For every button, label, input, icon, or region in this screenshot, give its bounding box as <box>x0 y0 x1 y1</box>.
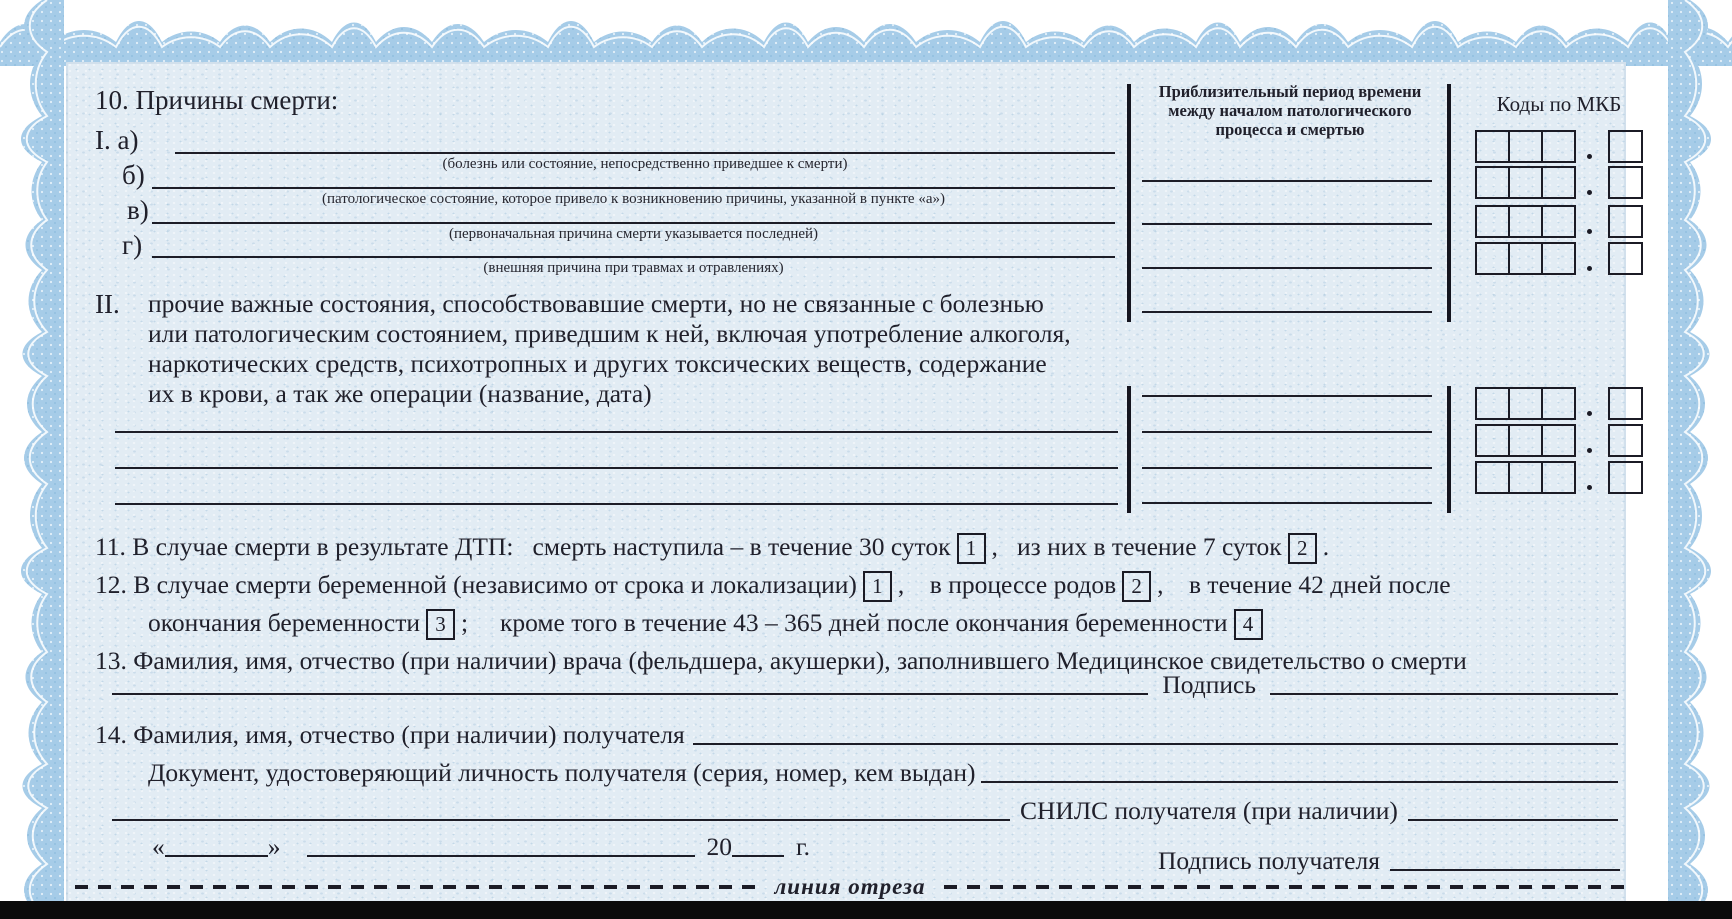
section2-blank-line-1[interactable] <box>115 431 1118 433</box>
cut-line-row <box>75 874 1625 900</box>
item12-text-4: окончания беременности <box>148 608 421 637</box>
period2-bracket-right <box>1447 386 1451 513</box>
section2-numeral: II. <box>95 289 120 319</box>
cause-a-caption: (болезнь или состояние, непосредственно приведшее к смерти) <box>442 156 848 172</box>
period-b-blank-line[interactable] <box>1142 223 1432 225</box>
decimal-dot <box>1587 229 1592 234</box>
period2-blank-line-1[interactable] <box>1142 395 1432 397</box>
cause-a-blank-line[interactable] <box>175 152 1115 154</box>
item13-text: 13. Фамилия, имя, отчество (при наличии) врача (фельдшера, акушерки), заполнившего Медицинское свидетельство о смерти <box>95 646 1467 675</box>
period-header: Приблизительный период времени между началом патологического процесса и смертью <box>1158 82 1422 140</box>
item14-text-1: 14. Фамилия, имя, отчество (при наличии) получателя <box>95 720 685 749</box>
icd-code-row <box>1475 242 1643 275</box>
cut-dash-left <box>75 885 756 889</box>
scan-edge-bar <box>0 901 1732 919</box>
item11-text-3: . <box>1322 532 1330 561</box>
doctor-name-blank-line[interactable] <box>112 693 1148 695</box>
cause-v-caption: (первоначальная причина смерти указывается последней) <box>448 226 819 242</box>
period-bracket-left <box>1127 84 1131 322</box>
pregnancy-any-term-box[interactable]: 1 <box>863 571 892 602</box>
icd-code-cell[interactable] <box>1608 205 1643 238</box>
doctor-signature-blank-line[interactable] <box>1270 693 1618 695</box>
decimal-dot <box>1587 448 1592 453</box>
within-42-days-box[interactable]: 3 <box>426 609 455 640</box>
period-bracket-right <box>1447 84 1451 322</box>
days-43-365-box[interactable]: 4 <box>1234 609 1263 640</box>
item14-row-2 <box>148 758 1618 788</box>
identity-document-blank-line[interactable] <box>981 781 1618 783</box>
item13-row-2 <box>112 670 1618 700</box>
recipient-signature-blank-line[interactable] <box>1390 869 1620 871</box>
item11-text-1: 11. В случае смерти в результате ДТП: смерть наступила – в течение 30 суток <box>95 532 951 561</box>
period-a-blank-line[interactable] <box>1142 180 1432 182</box>
snils-label: СНИЛС получателя (при наличии) <box>1020 796 1398 825</box>
section2-blank-line-2[interactable] <box>115 467 1118 469</box>
period2-blank-line-3[interactable] <box>1142 467 1432 469</box>
recipient-signature-row <box>1158 846 1620 876</box>
cut-line-label: линия отреза <box>774 874 926 899</box>
decimal-dot <box>1587 266 1592 271</box>
decimal-dot <box>1587 485 1592 490</box>
year-suffix: г. <box>796 832 810 861</box>
dtp-30-days-box[interactable]: 1 <box>957 533 986 564</box>
border-band-right <box>1668 0 1728 919</box>
cause-g-caption: (внешняя причина при травмах и отравлениях) <box>483 260 784 276</box>
icd-code-row <box>1475 461 1643 494</box>
icd-code-row <box>1475 387 1643 420</box>
year-blank-line[interactable] <box>732 855 784 857</box>
icd-code-cell[interactable] <box>1608 461 1643 494</box>
row-b-label: б) <box>122 160 145 190</box>
item11-row <box>95 532 1329 564</box>
section2-blank-line-3[interactable] <box>115 503 1118 505</box>
during-childbirth-box[interactable]: 2 <box>1122 571 1151 602</box>
item12-text-1: 12. В случае смерти беременной (независимо от срока и локализации) <box>95 570 857 599</box>
cause-g-blank-line[interactable] <box>152 256 1115 258</box>
border-band-top <box>0 4 1732 66</box>
identity-document-blank-line-2[interactable] <box>112 819 1010 821</box>
item12-row-2 <box>148 608 1269 640</box>
icd-code-cells[interactable] <box>1475 166 1576 199</box>
item12-text-3: , в течение 42 дней после <box>1157 570 1451 599</box>
row-g-label: г) <box>122 230 143 260</box>
item14-row-3 <box>112 796 1618 826</box>
item12-text-5: ; кроме того в течение 43 – 365 дней после окончания беременности <box>461 608 1228 637</box>
recipient-name-blank-line[interactable] <box>693 743 1618 745</box>
close-quote: » <box>267 832 281 861</box>
cut-dash-right <box>944 885 1625 889</box>
icd-code-row <box>1475 424 1643 457</box>
open-quote: « <box>152 832 165 861</box>
icd-code-cells[interactable] <box>1475 387 1576 420</box>
icd-code-row <box>1475 205 1643 238</box>
border-band-left <box>4 0 64 919</box>
snils-blank-line[interactable] <box>1408 819 1618 821</box>
decimal-dot <box>1587 154 1592 159</box>
day-blank-line[interactable] <box>165 855 268 857</box>
period-g-blank-line[interactable] <box>1142 311 1432 313</box>
section2-paragraph: прочие важные состояния, способствовавшие смерти, но не связанные с болезнью или патологическим состоянием, приведшим к ней, включая употребление алкоголя, наркотических средств, психотропных и других токсических веществ, содержание их в крови, а так же операции (название, дата) <box>148 289 1071 408</box>
row-v-label: в) <box>127 195 149 225</box>
icd-code-cell[interactable] <box>1608 387 1643 420</box>
icd-code-cells[interactable] <box>1475 242 1576 275</box>
icd-code-cell[interactable] <box>1608 424 1643 457</box>
item14-row-1 <box>95 720 1618 750</box>
decimal-dot <box>1587 190 1592 195</box>
icd-header: Коды по МКБ <box>1496 92 1622 116</box>
row-a-label: I. а) <box>95 125 139 155</box>
period2-bracket-left <box>1127 386 1131 513</box>
month-blank-line[interactable] <box>307 855 695 857</box>
recipient-signature-label: Подпись получателя <box>1158 846 1380 875</box>
year-prefix: 20 <box>706 832 732 861</box>
period-v-blank-line[interactable] <box>1142 267 1432 269</box>
cause-b-caption: (патологическое состояние, которое привело к возникновению причины, указанной в пункте «а») <box>322 191 945 207</box>
icd-code-cells[interactable] <box>1475 130 1576 163</box>
icd-code-cells[interactable] <box>1475 461 1576 494</box>
section10-title: 10. Причины смерти: <box>95 85 339 115</box>
period2-blank-line-4[interactable] <box>1142 502 1432 504</box>
cause-b-blank-line[interactable] <box>152 187 1115 189</box>
signature-label: Подпись <box>1162 670 1256 699</box>
icd-code-cells[interactable] <box>1475 424 1576 457</box>
icd-code-cell[interactable] <box>1608 166 1643 199</box>
cause-v-blank-line[interactable] <box>152 222 1115 224</box>
item11-text-2: , из них в течение 7 суток <box>991 532 1282 561</box>
icd-code-row <box>1475 130 1643 163</box>
dtp-7-days-box[interactable]: 2 <box>1288 533 1317 564</box>
item12-row-1 <box>95 570 1451 602</box>
icd-code-cells[interactable] <box>1475 205 1576 238</box>
item12-text-2: , в процессе родов <box>897 570 1117 599</box>
icd-code-row <box>1475 166 1643 199</box>
date-row <box>152 832 832 862</box>
period2-blank-line-2[interactable] <box>1142 431 1432 433</box>
icd-code-cell[interactable] <box>1608 242 1643 275</box>
decimal-dot <box>1587 411 1592 416</box>
item14-text-2: Документ, удостоверяющий личность получателя (серия, номер, кем выдан) <box>148 758 976 787</box>
icd-code-cell[interactable] <box>1608 130 1643 163</box>
